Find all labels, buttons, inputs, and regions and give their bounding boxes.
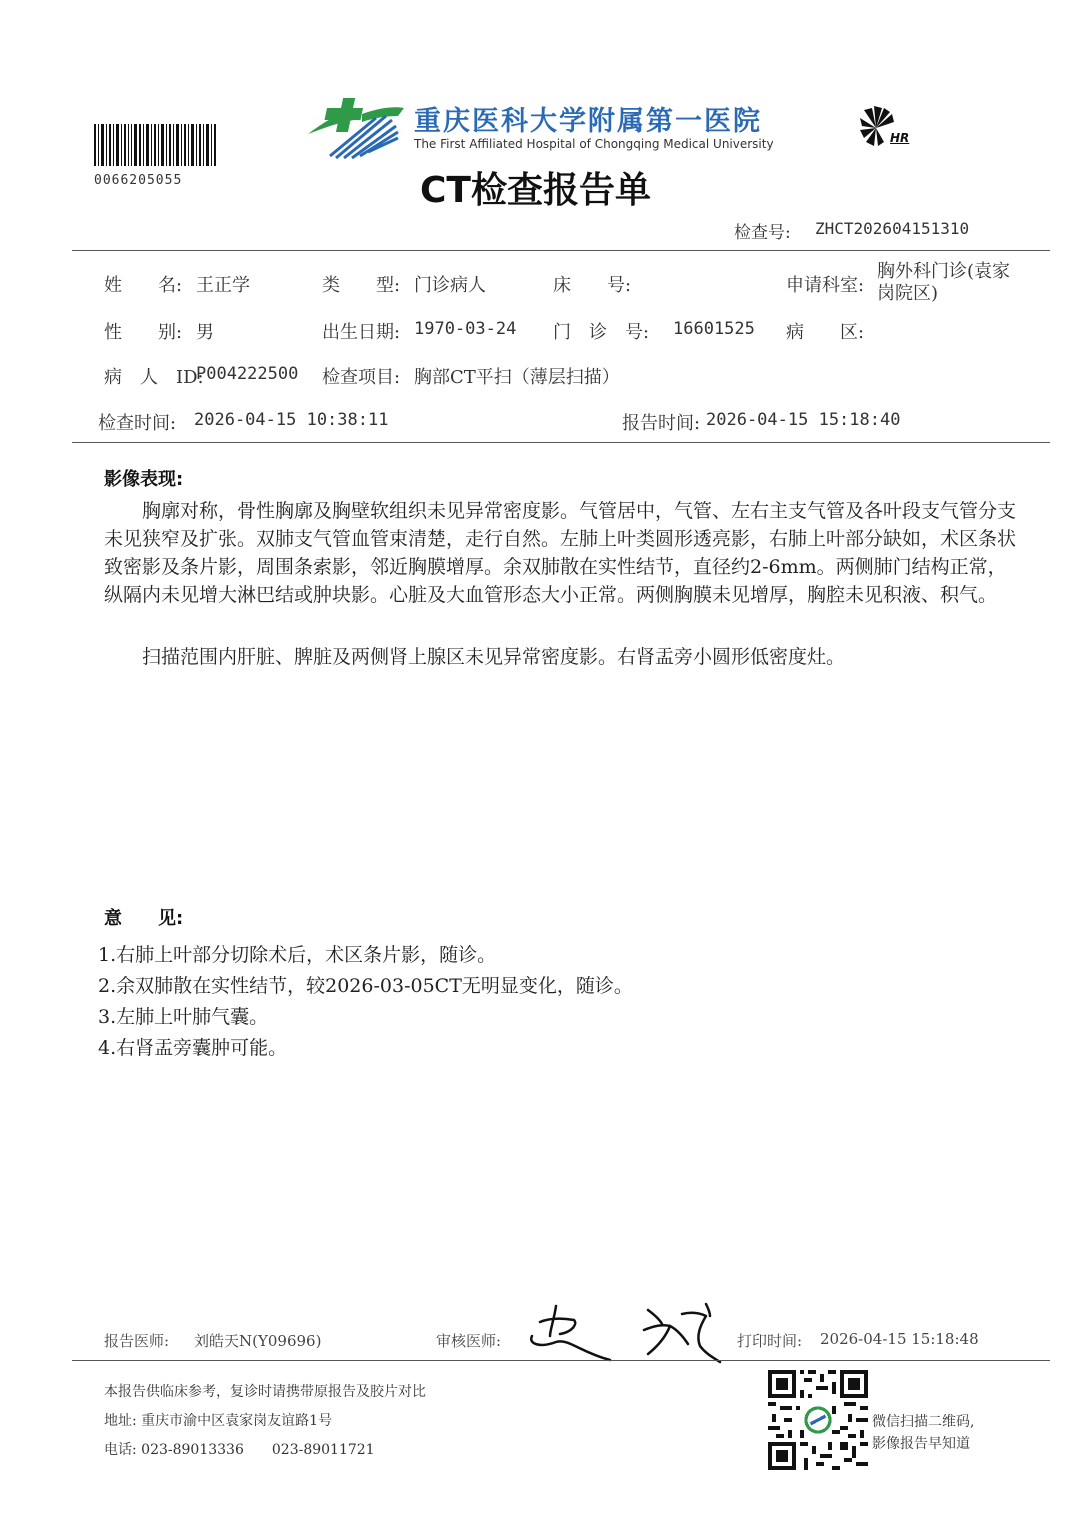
dob-label: 出生日期:	[322, 322, 401, 343]
divider-info	[72, 442, 1050, 443]
dept-value-line1: 胸外科门诊(袁家	[877, 261, 1011, 282]
findings-paragraph-1: 胸廓对称，骨性胸廓及胸壁软组织未见异常密度影。气管居中，气管、左右主支气管及各叶段支气管分支未见狭窄及扩张。双肺支气管血管束清楚，走行自然。左肺上叶类圆形透亮影，右肺上叶部分缺如，术区条状致密影及条片影，周围条索影，邻近胸膜增厚。余双肺散在实性结节，直径约2-6mm。两侧肺门结构正常，纵隔内未见增大淋巴结或肿块影。心脏及大血管形态大小正常。两侧胸膜未见增厚，胸腔未见积液、积气。	[104, 500, 1017, 606]
findings-paragraph-2: 扫描范围内肝脏、脾脏及两侧肾上腺区未见异常密度影。右肾盂旁小圆形低密度灶。	[142, 646, 846, 668]
type-value: 门诊病人	[414, 275, 486, 296]
reviewer-signature	[520, 1296, 726, 1366]
ward-label: 病 区:	[786, 322, 865, 343]
opinion-item: 2.余双肺散在实性结节，较2026-03-05CT无明显变化，随诊。	[98, 975, 633, 997]
bed-label: 床 号:	[553, 275, 632, 296]
print-time-label: 打印时间:	[737, 1332, 803, 1350]
divider-bottom	[72, 1360, 1050, 1361]
opinion-item: 4.右肾盂旁囊肿可能。	[98, 1037, 288, 1059]
outpatient-label: 门 诊 号:	[553, 322, 650, 343]
dept-value-line2: 岗院区)	[877, 283, 939, 304]
qr-code-icon[interactable]	[768, 1370, 868, 1470]
dob-value: 1970-03-24	[414, 319, 517, 339]
print-time-value: 2026-04-15 15:18:48	[820, 1330, 979, 1348]
divider-top	[72, 250, 1050, 251]
barcode-number: 0066205055	[94, 173, 183, 188]
exam-number-label: 检查号:	[734, 223, 791, 243]
qr-caption-line2: 影像报告早知道	[872, 1436, 970, 1452]
sex-label: 性 别:	[104, 322, 183, 343]
qr-caption	[872, 1411, 974, 1455]
exam-item-label: 检查项目:	[322, 367, 401, 388]
report-time-value: 2026-04-15 15:18:40	[706, 410, 901, 430]
type-label: 类 型:	[322, 275, 401, 296]
patient-id-value: P004222500	[196, 364, 299, 384]
report-title: CT检查报告单	[420, 170, 651, 211]
footer-address: 地址: 重庆市渝中区袁家岗友谊路1号	[104, 1413, 333, 1429]
dept-value	[877, 261, 1010, 305]
patient-id-label: 病 人 ID:	[104, 367, 204, 388]
report-doctor-value: 刘皓天N(Y09696)	[194, 1332, 322, 1350]
footer-phone: 电话: 023-89013336 023-89011721	[104, 1442, 375, 1458]
exam-item-value: 胸部CT平扫（薄层扫描）	[414, 367, 620, 388]
report-doctor-label: 报告医师:	[104, 1332, 170, 1350]
footer-note: 本报告供临床参考，复诊时请携带原报告及胶片对比	[104, 1384, 426, 1400]
hospital-name-cn: 重庆医科大学附属第一医院	[414, 106, 762, 137]
barcode	[94, 124, 216, 166]
dept-label: 申请科室:	[786, 275, 865, 296]
exam-number-value: ZHCT202604151310	[815, 219, 970, 238]
outpatient-value: 16601525	[673, 319, 755, 339]
name-label: 姓 名:	[104, 275, 183, 296]
qr-caption-line1: 微信扫描二维码,	[872, 1414, 975, 1430]
report-time-label: 报告时间:	[622, 413, 701, 434]
name-value: 王正学	[196, 275, 250, 296]
opinion-item: 1.右肺上叶部分切除术后，术区条片影，随诊。	[98, 944, 497, 966]
exam-time-label: 检查时间:	[98, 413, 177, 434]
opinion-heading: 意 见:	[104, 908, 184, 929]
hospital-name-en: The First Affiliated Hospital of Chongqing Medical University	[414, 137, 774, 151]
hospital-logo-icon	[306, 94, 406, 162]
opinion-list	[98, 940, 998, 1064]
reviewer-label: 审核医师:	[436, 1332, 502, 1350]
findings-heading: 影像表现:	[104, 469, 184, 490]
opinion-item: 3.左肺上叶肺气囊。	[98, 1006, 269, 1028]
exam-time-value: 2026-04-15 10:38:11	[194, 410, 389, 430]
sex-value: 男	[196, 322, 214, 343]
hr-logo-text: HR	[890, 131, 910, 145]
